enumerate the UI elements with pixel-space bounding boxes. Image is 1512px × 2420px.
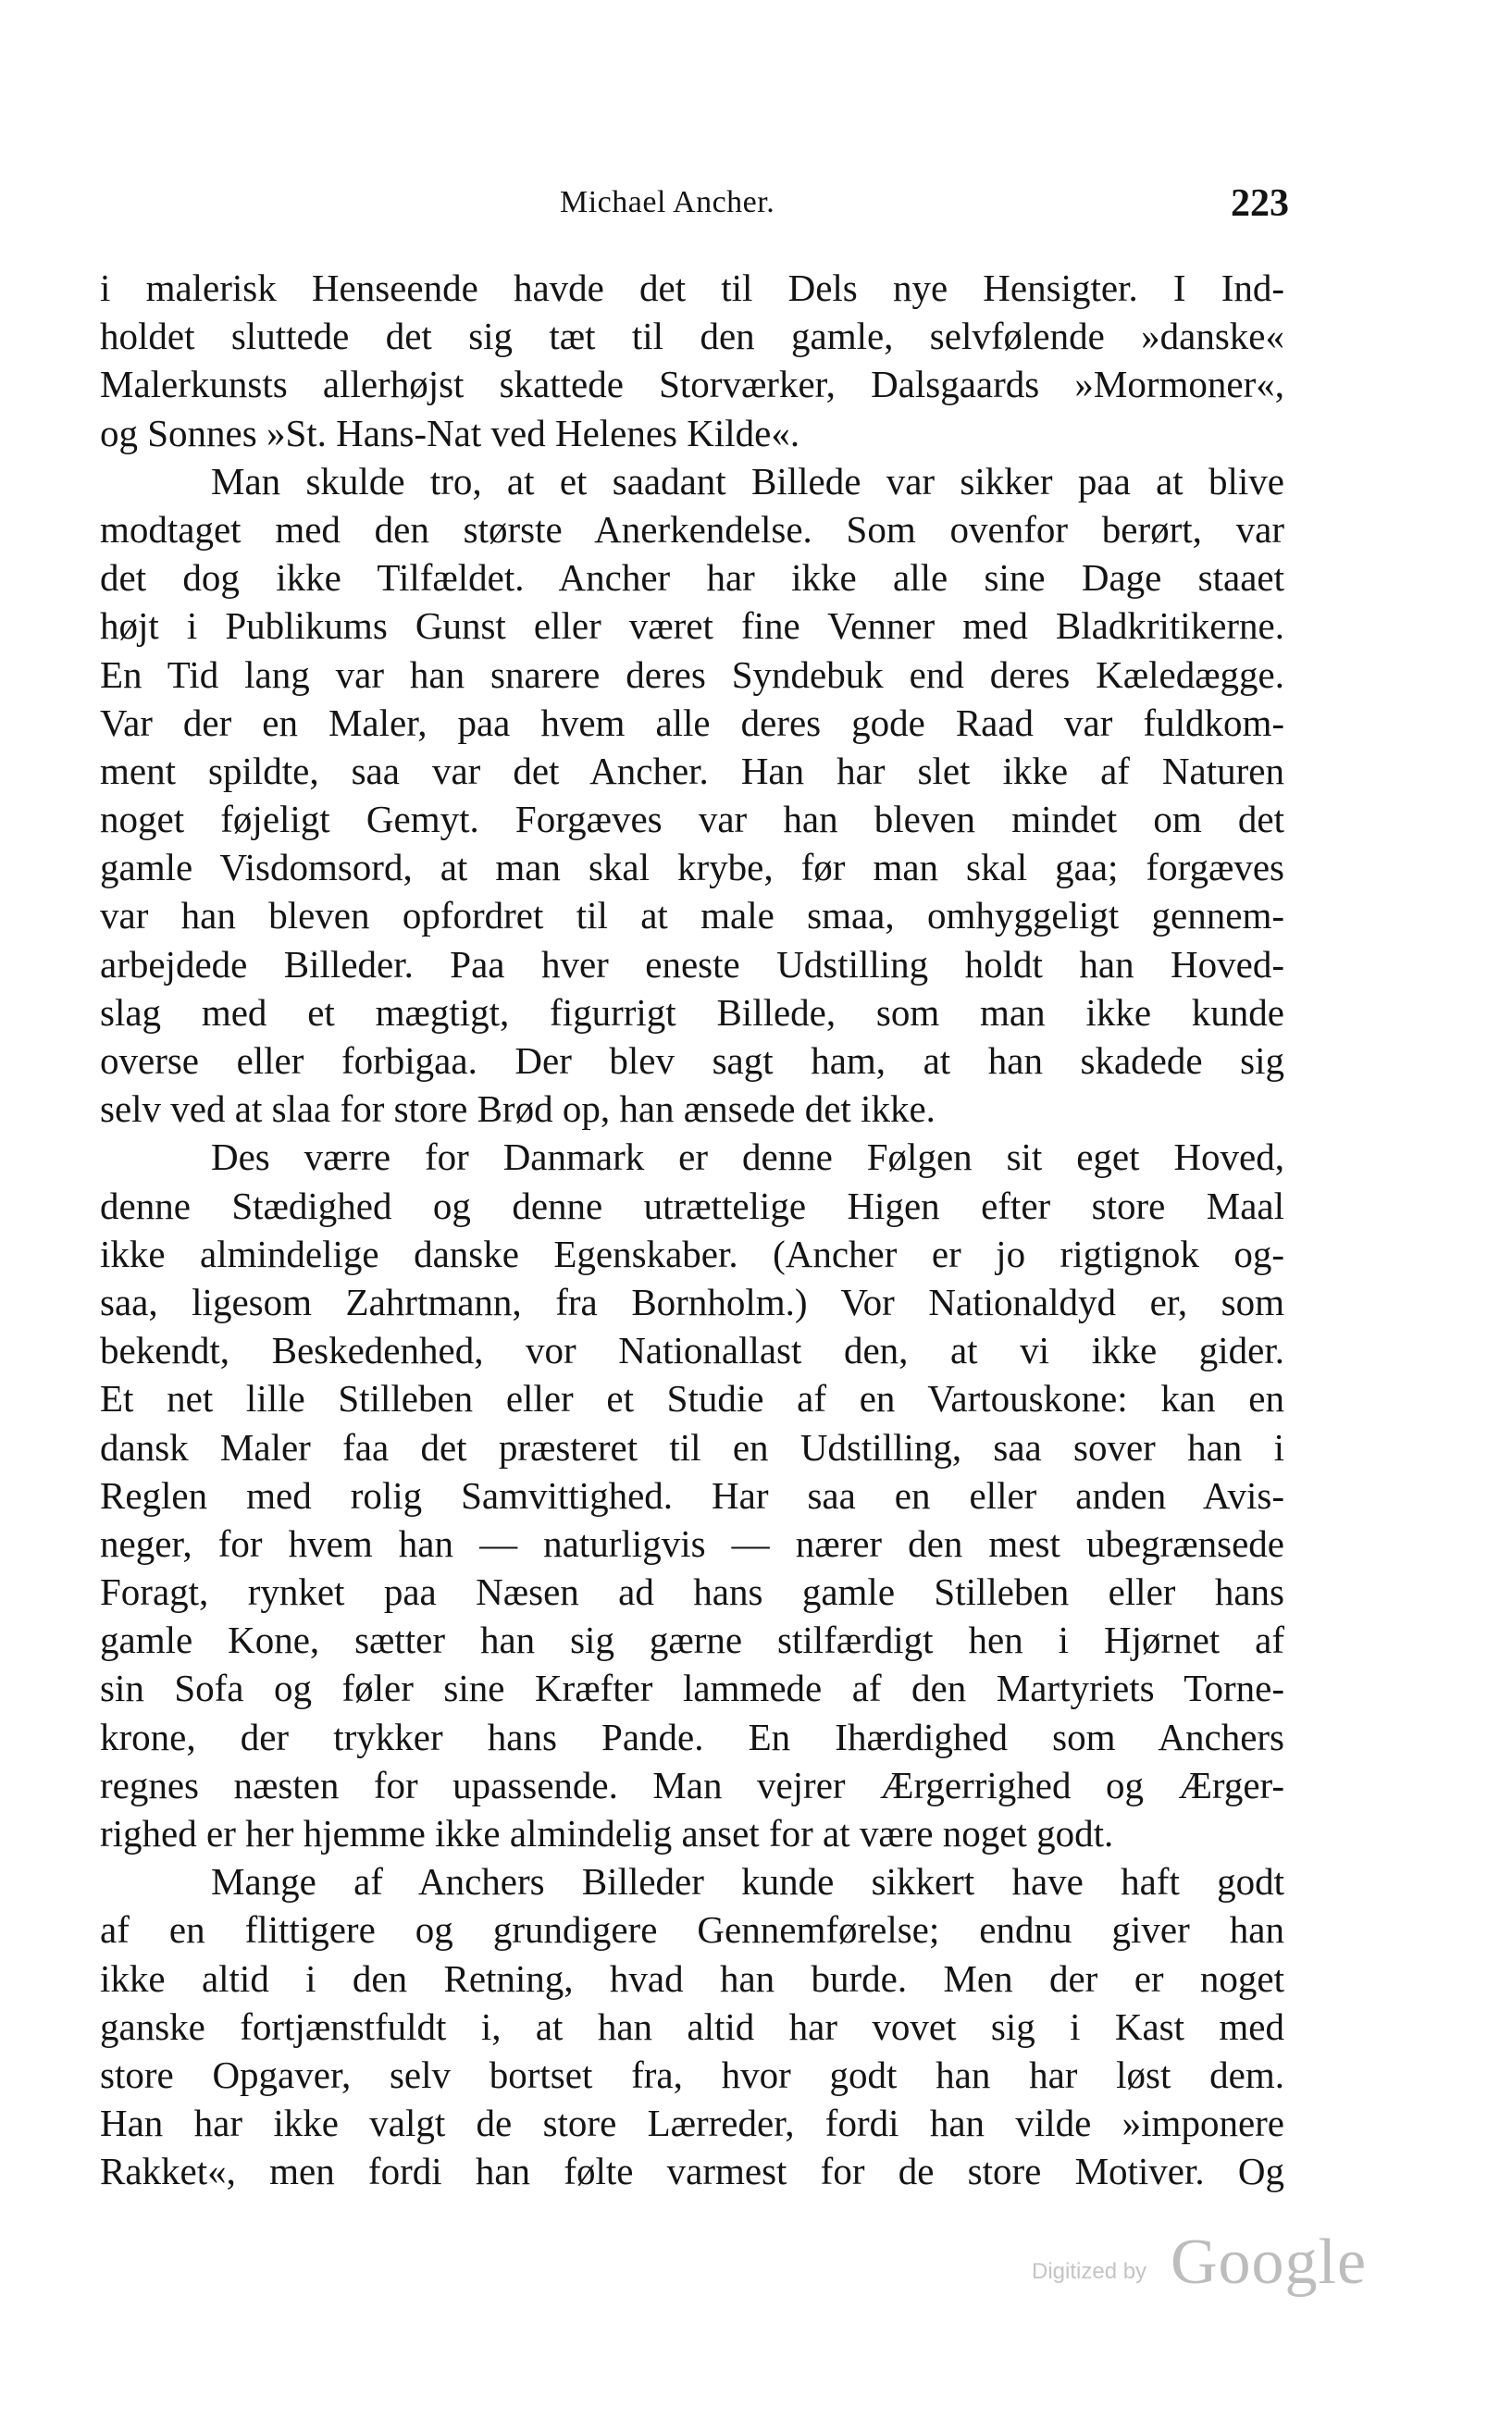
text-line: ganske fortjænstfuldt i, at han altid har vovet sig i Kast med <box>100 2004 1284 2048</box>
text-line: Var der en Maler, paa hvem alle deres gode Raad var fuldkom- <box>100 701 1284 744</box>
text-line: Han har ikke valgt de store Lærreder, fordi han vilde »imponere <box>100 2102 1284 2145</box>
text-line: gamle Kone, sætter han sig gærne stilfærdigt hen i Hjørnet af <box>100 1619 1284 1662</box>
text-line: krone, der trykker hans Pande. En Ihærdighed som Anchers <box>100 1715 1284 1758</box>
text-line: arbejdede Billeder. Paa hver eneste Udstilling holdt han Hoved- <box>100 942 1284 986</box>
text-line: Malerkunsts allerhøjst skattede Storværker, Dalsgaards »Mormoner«, <box>100 363 1284 406</box>
text-line: slag med et mægtigt, figurrigt Billede, som man ikke kunde <box>100 990 1284 1034</box>
watermark-small-text: Digitized by <box>1032 2259 1147 2284</box>
text-line: ikke altid i den Retning, hvad han burde. Men der er noget <box>100 1956 1284 2000</box>
text-line: Rakket«, men fordi han følte varmest for de store Motiver. Og <box>100 2150 1284 2193</box>
text-line: neger, for hvem han — naturligvis — nærer den mest ubegrænsede <box>100 1521 1284 1565</box>
text-line: ikke almindelige danske Egenskaber. (Ancher er jo rigtignok og- <box>100 1232 1284 1275</box>
text-line: En Tid lang var han snarere deres Syndebuk end deres Kæledægge. <box>100 652 1284 696</box>
text-line: overse eller forbigaa. Der blev sagt ham, at han skadede sig <box>100 1039 1284 1082</box>
page-number: 223 <box>1231 182 1289 225</box>
text-line: ment spildte, saa var det Ancher. Han har slet ikke af Naturen <box>100 749 1284 792</box>
text-line: Mange af Anchers Billeder kunde sikkert have haft godt <box>211 1860 1284 1904</box>
text-line: store Opgaver, selv bortset fra, hvor godt han har løst dem. <box>100 2053 1284 2096</box>
text-line: noget føjeligt Gemyt. Forgæves var han bleven mindet om det <box>100 798 1284 841</box>
text-line: modtaget med den største Anerkendelse. Som ovenfor berørt, var <box>100 507 1284 551</box>
text-line: højt i Publikums Gunst eller været fine Venner med Bladkritikerne. <box>100 604 1284 648</box>
text-line: Foragt, rynket paa Næsen ad hans gamle Stilleben eller hans <box>100 1570 1284 1614</box>
text-line: var han bleven opfordret til at male smaa, omhyggeligt gennem- <box>100 894 1284 937</box>
text-line: sin Sofa og føler sine Kræfter lammede af den Martyriets Torne- <box>100 1667 1284 1710</box>
text-line: saa, ligesom Zahrtmann, fra Bornholm.) Vor Nationaldyd er, som <box>100 1280 1284 1323</box>
text-line: det dog ikke Tilfældet. Ancher har ikke alle sine Dage staaet <box>100 556 1284 600</box>
text-line: bekendt, Beskedenhed, vor Nationallast den, at vi ikke gider. <box>100 1329 1284 1372</box>
text-line: denne Stædighed og denne utrættelige Higen efter store Maal <box>100 1184 1284 1227</box>
running-head: Michael Ancher. <box>560 185 775 219</box>
text-line: i malerisk Henseende havde det til Dels nye Hensigter. I Ind- <box>100 267 1284 309</box>
text-line: Et net lille Stilleben eller et Studie af en Vartouskone: kan en <box>100 1377 1284 1421</box>
text-line: Reglen med rolig Samvittighed. Har saa en eller anden Avis- <box>100 1473 1284 1517</box>
text-line: af en flittigere og grundigere Gennemførelse; endnu giver han <box>100 1908 1284 1952</box>
text-line: holdet sluttede det sig tæt til den gamle, selvfølende »danske« <box>100 315 1284 358</box>
body-text <box>100 264 1284 2196</box>
text-line: og Sonnes »St. Hans-Nat ved Helenes Kilde«. <box>100 411 800 454</box>
google-logo: Google <box>1171 2227 1368 2298</box>
text-line: Des værre for Danmark er denne Følgen sit eget Hoved, <box>211 1136 1284 1179</box>
page-header <box>0 182 1512 241</box>
text-line: regnes næsten for upassende. Man vejrer Ærgerrighed og Ærger- <box>100 1763 1284 1806</box>
text-line: gamle Visdomsord, at man skal krybe, før man skal gaa; forgæves <box>100 846 1284 889</box>
text-line: Man skulde tro, at et saadant Billede var sikker paa at blive <box>211 459 1284 503</box>
text-line: righed er her hjemme ikke almindelig anset for at være noget godt. <box>100 1812 1114 1855</box>
text-line: selv ved at slaa for store Brød op, han ænsede det ikke. <box>100 1087 936 1131</box>
text-line: dansk Maler faa det præsteret til en Udstilling, saa sover han i <box>100 1425 1284 1469</box>
digitized-by-google-watermark <box>1032 2226 1368 2309</box>
